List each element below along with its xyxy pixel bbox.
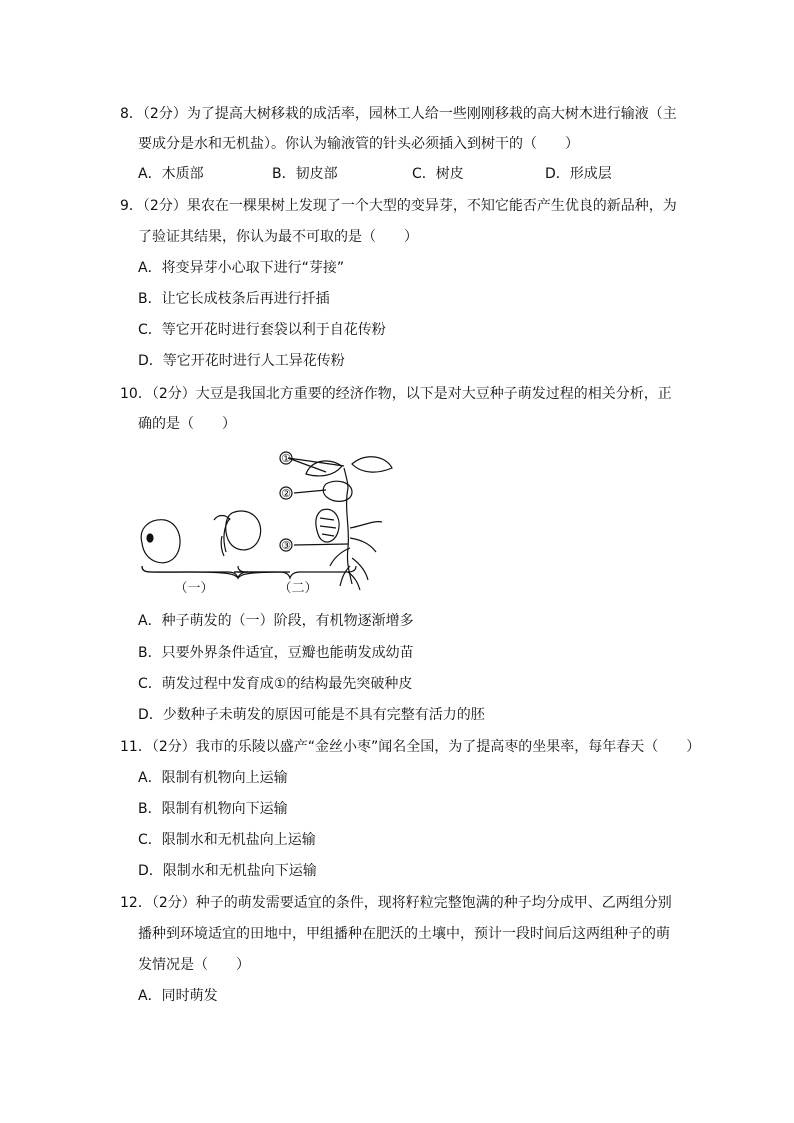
seed-stage1 <box>141 520 180 563</box>
q10-option-c: C．萌发过程中发育成①的结构最先突破种皮 <box>138 676 413 692</box>
q12-option-a: A．同时萌发 <box>138 988 218 1004</box>
germination-diagram <box>130 448 400 598</box>
q9-option-c: C．等它开花时进行套袋以利于自花传粉 <box>138 322 386 338</box>
stage2-label: （二） <box>278 581 318 596</box>
soybean-germination-figure <box>130 448 400 598</box>
q12-stem-line3: 发情况是（ ） <box>138 957 250 973</box>
q8-option-a: A．木质部 <box>138 166 204 182</box>
q10-option-b: B．只要外界条件适宜，豆瓣也能萌发成幼苗 <box>138 645 414 661</box>
seed-stage2 <box>226 511 261 550</box>
q11-option-a: A．限制有机物向上运输 <box>138 770 288 786</box>
q9-stem-line2: 了验证其结果，你认为最不可取的是（ ） <box>138 229 418 245</box>
q11-stem-line1: 11．（2分）我市的乐陵以盛产“金丝小枣”闻名全国，为了提高枣的坐果率，每年春天（ ） <box>120 739 701 755</box>
q12-stem-line1: 12．（2分）种子的萌发需要适宜的条件，现将籽粒完整饱满的种子均分成甲、乙两组分别 <box>120 895 672 911</box>
seed-coat <box>316 509 339 542</box>
label-2: ② <box>281 487 291 500</box>
q8-option-d: D．形成层 <box>545 166 612 182</box>
q8-stem-line2: 要成分是水和无机盐）。你认为输液管的针头必须插入到树干的（ ） <box>138 136 579 152</box>
q8-stem-line1: 8．（2分）为了提高大树移栽的成活率，园林工人给一些刚刚移栽的高大树木进行输液（主 <box>120 106 677 122</box>
q9-option-b: B．让它长成枝条后再进行扦插 <box>138 291 330 307</box>
q8-option-b: B．韧皮部 <box>272 166 338 182</box>
q8-option-c: C．树皮 <box>412 166 464 182</box>
label-3: ③ <box>281 539 291 552</box>
stage1-label: （一） <box>174 581 214 596</box>
q10-option-a: A．种子萌发的（一）阶段，有机物逐渐增多 <box>138 613 414 629</box>
q10-stem-line1: 10．（2分）大豆是我国北方重要的经济作物，以下是对大豆种子萌发过程的相关分析，正 <box>120 386 672 402</box>
q11-option-c: C．限制水和无机盐向上运输 <box>138 832 316 848</box>
q12-stem-line2: 播种到环境适宜的田地中，甲组播种在肥沃的土壤中，预计一段时间后这两组种子的萌 <box>138 926 670 942</box>
q11-option-d: D．限制水和无机盐向下运输 <box>138 863 317 879</box>
q9-stem-line1: 9．（2分）果农在一棵果树上发现了一个大型的变异芽，不知它能否产生优良的新品种，为 <box>120 198 677 214</box>
label-1: ① <box>281 452 291 465</box>
q10-stem-line2: 确的是（ ） <box>138 416 236 432</box>
seedling-leaf-right <box>352 457 392 472</box>
q9-option-d: D．等它开花时进行人工异花传粉 <box>138 353 345 369</box>
q10-option-d: D．少数种子未萌发的原因可能是不具有完整有活力的胚 <box>138 707 485 723</box>
q11-option-b: B．限制有机物向下运输 <box>138 801 288 817</box>
brace-stage2 <box>238 566 356 578</box>
q9-option-a: A．将变异芽小心取下进行“芽接” <box>138 260 345 276</box>
